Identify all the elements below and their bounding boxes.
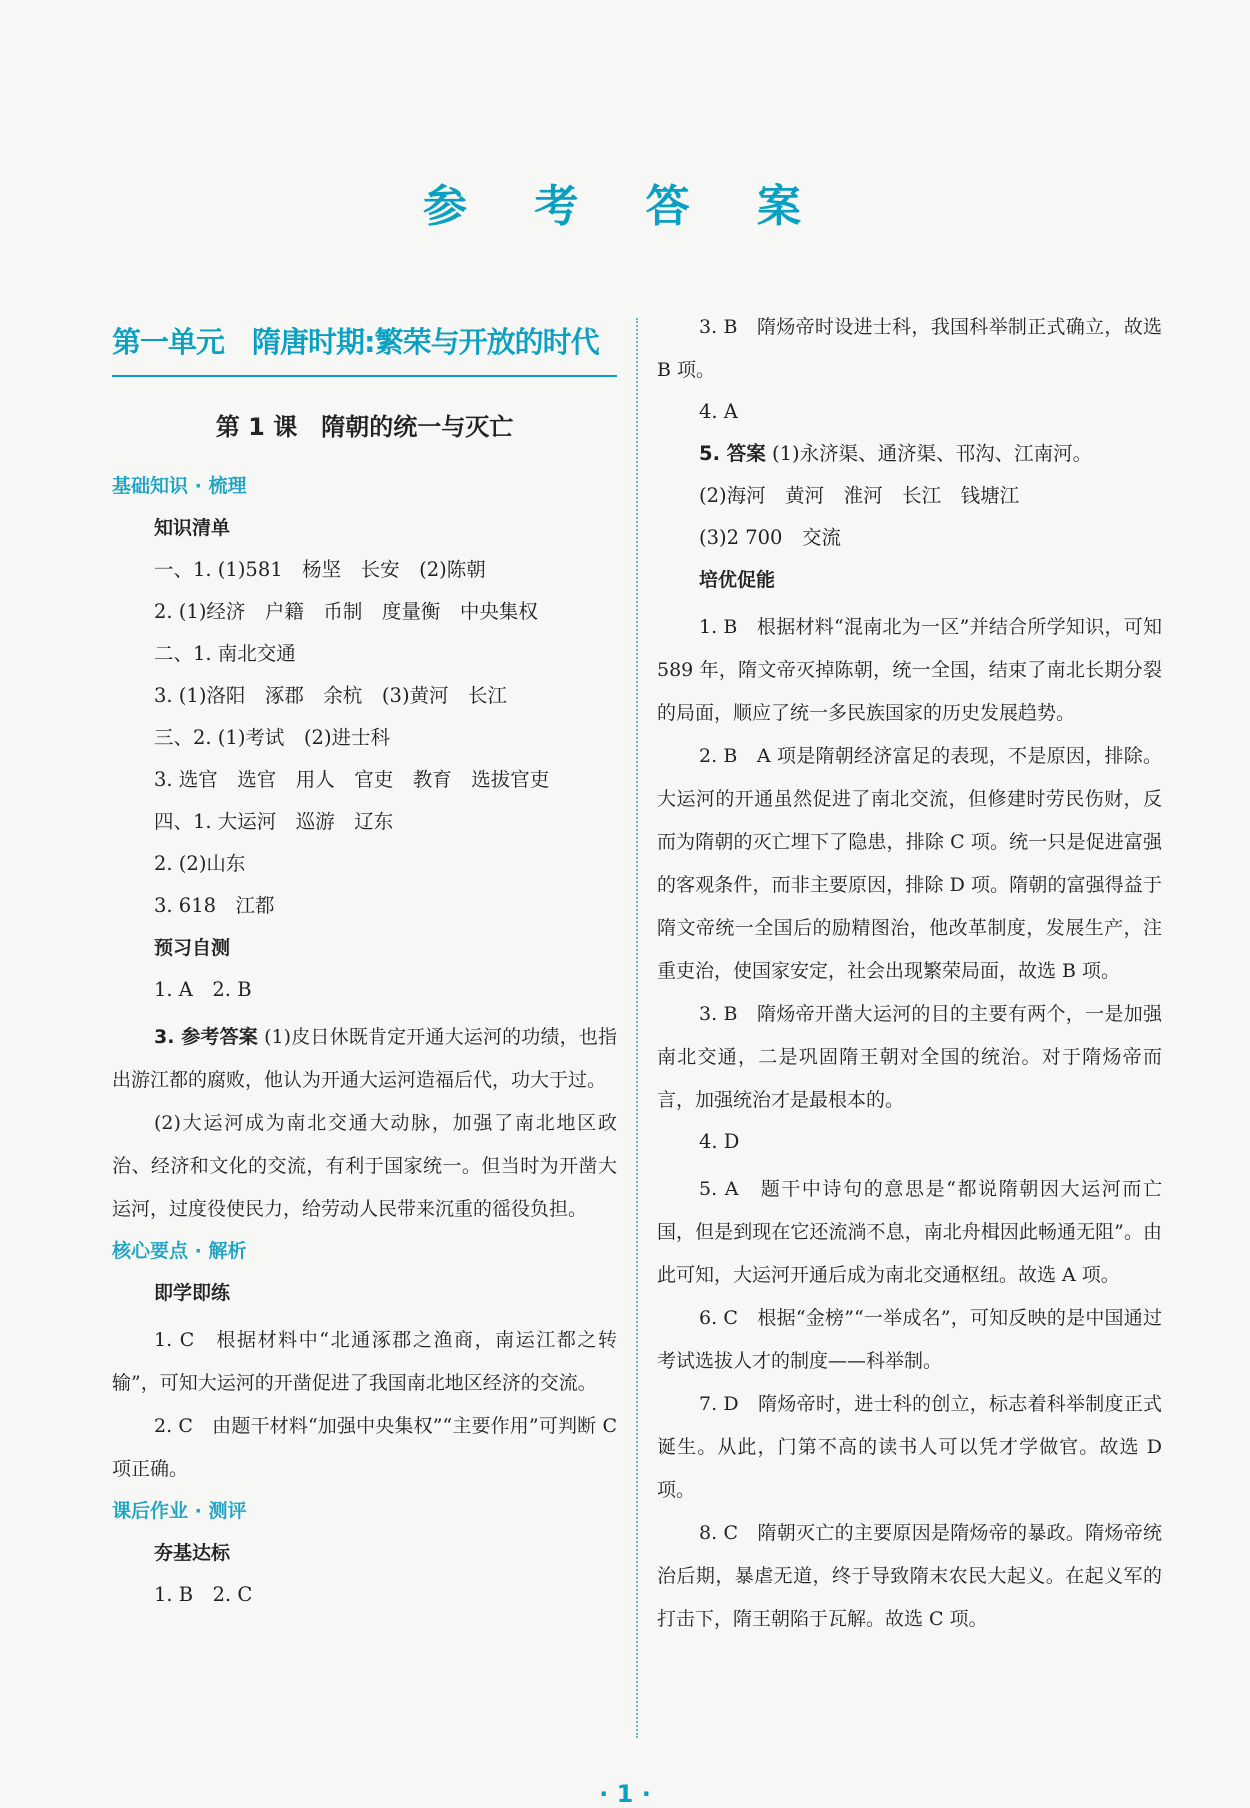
answer-line: 一、1. (1)581 杨坚 长安 (2)陈朝 xyxy=(154,558,486,581)
answer-line: 三、2. (1)考试 (2)进士科 xyxy=(154,726,391,749)
answer-paragraph: 2. C 由题干材料“加强中央集权”“主要作用”可判断 C 项正确。 xyxy=(112,1415,617,1480)
answer-line: 1. B 2. C xyxy=(154,1583,253,1606)
answer-line: 3. 选官 选官 用人 官吏 教育 选拔官吏 xyxy=(154,768,550,791)
answer-paragraph: 1. C 根据材料中“北通涿郡之渔商，南运江都之转输”，可知大运河的开凿促进了我国南北地区经济的交流。 xyxy=(112,1329,617,1394)
subheading-knowledge-list: 知识清单 xyxy=(154,517,231,539)
answer-line: 四、1. 大运河 巡游 辽东 xyxy=(154,810,394,833)
answer-line: 2. (2)山东 xyxy=(154,852,246,875)
section-heading-homework: 课后作业 · 测评 xyxy=(112,1500,247,1522)
section-heading-basics: 基础知识 · 梳理 xyxy=(112,475,247,497)
lesson-title: 第 1 课 隋朝的统一与灭亡 xyxy=(215,413,514,441)
answer-line: 1. A 2. B xyxy=(154,978,252,1001)
answer-paragraph: 7. D 隋炀帝时，进士科的创立，标志着科举制度正式诞生。从此，门第不高的读书人可以凭才学做官。故选 D 项。 xyxy=(657,1393,1162,1501)
page-number: · 1 · xyxy=(599,1780,651,1808)
answer-paragraph: 3. B 隋炀帝开凿大运河的目的主要有两个，一是加强南北交通，二是巩固隋王朝对全国的统治。对于隋炀帝而言，加强统治才是最根本的。 xyxy=(657,1003,1162,1111)
answer-line xyxy=(699,438,1162,470)
answer-line: 4. A xyxy=(699,400,738,423)
answer-line: (3)2 700 交流 xyxy=(699,526,841,549)
answer-paragraph: 2. B A 项是隋朝经济富足的表现，不是原因，排除。大运河的开通虽然促进了南北交流，但修建时劳民伤财，反而为隋朝的灭亡埋下了隐患，排除 C 项。统一只是促进富强的客观条件，而非主要原因，排除 D 项。隋朝的富强得益于隋文帝统一全国后的励精图治，他改革制度，发展生产，注重吏治，使国家安定，社会出现繁荣局面，故选 B 项。 xyxy=(657,745,1162,982)
unit-title: 第一单元 隋唐时期:繁荣与开放的时代 xyxy=(112,320,617,377)
page-title: 参 考 答 案 xyxy=(423,181,827,232)
column-divider xyxy=(636,318,638,1738)
answer-line: (2)海河 黄河 淮河 长江 钱塘江 xyxy=(699,484,1020,507)
answer-line: 2. (1)经济 户籍 币制 度量衡 中央集权 xyxy=(154,600,538,623)
answer-line: 4. D xyxy=(699,1130,740,1153)
answer-paragraph: 6. C 根据“金榜”“一举成名”，可知反映的是中国通过考试选拔人才的制度——科举制。 xyxy=(657,1307,1162,1372)
answer-line: 二、1. 南北交通 xyxy=(154,642,296,665)
right-column xyxy=(657,316,1162,1641)
answer-paragraph: 1. B 根据材料“混南北为一区”并结合所学知识，可知 589 年，隋文帝灭掉陈朝，统一全国，结束了南北长期分裂的局面，顺应了统一多民族国家的历史发展趋势。 xyxy=(657,616,1162,724)
subheading-foundation: 夯基达标 xyxy=(154,1542,231,1564)
answer-text: (1)皮日休既肯定开通大运河的功绩，也指出游江都的腐败，他认为开通大运河造福后代，功大于过。 xyxy=(112,1026,617,1091)
subheading-preview-test: 预习自测 xyxy=(154,937,231,959)
answer-paragraph xyxy=(112,1016,617,1102)
answer-paragraph: 5. A 题干中诗句的意思是“都说隋朝因大运河而亡国，但是到现在它还流淌不息，南北舟楫因此畅通无阻”。由此可知，大运河开通后成为南北交通枢纽。故选 A 项。 xyxy=(657,1178,1162,1286)
answer-line: 3. 618 江都 xyxy=(154,894,275,917)
section-heading-core: 核心要点 · 解析 xyxy=(112,1240,247,1262)
answer-line: 3. (1)洛阳 涿郡 余杭 (3)黄河 长江 xyxy=(154,684,508,707)
answer-text: (1)永济渠、通济渠、邗沟、江南河。 xyxy=(771,442,1093,465)
subheading-advanced: 培优促能 xyxy=(699,569,776,591)
answer-lead: 5. 答案 xyxy=(699,442,766,465)
answer-paragraph: 8. C 隋朝灭亡的主要原因是隋炀帝的暴政。隋炀帝统治后期，暴虐无道，终于导致隋末农民大起义。在起义军的打击下，隋王朝陷于瓦解。故选 C 项。 xyxy=(657,1522,1162,1630)
answer-lead: 3. 参考答案 xyxy=(154,1026,258,1048)
subheading-practice: 即学即练 xyxy=(154,1282,231,1304)
left-column xyxy=(112,320,617,1621)
answer-paragraph: (2)大运河成为南北交通大动脉，加强了南北地区政治、经济和文化的交流，有利于国家统一。但当时为开凿大运河，过度役使民力，给劳动人民带来沉重的徭役负担。 xyxy=(112,1112,617,1220)
answer-paragraph: 3. B 隋炀帝时设进士科，我国科举制正式确立，故选 B 项。 xyxy=(657,316,1162,381)
